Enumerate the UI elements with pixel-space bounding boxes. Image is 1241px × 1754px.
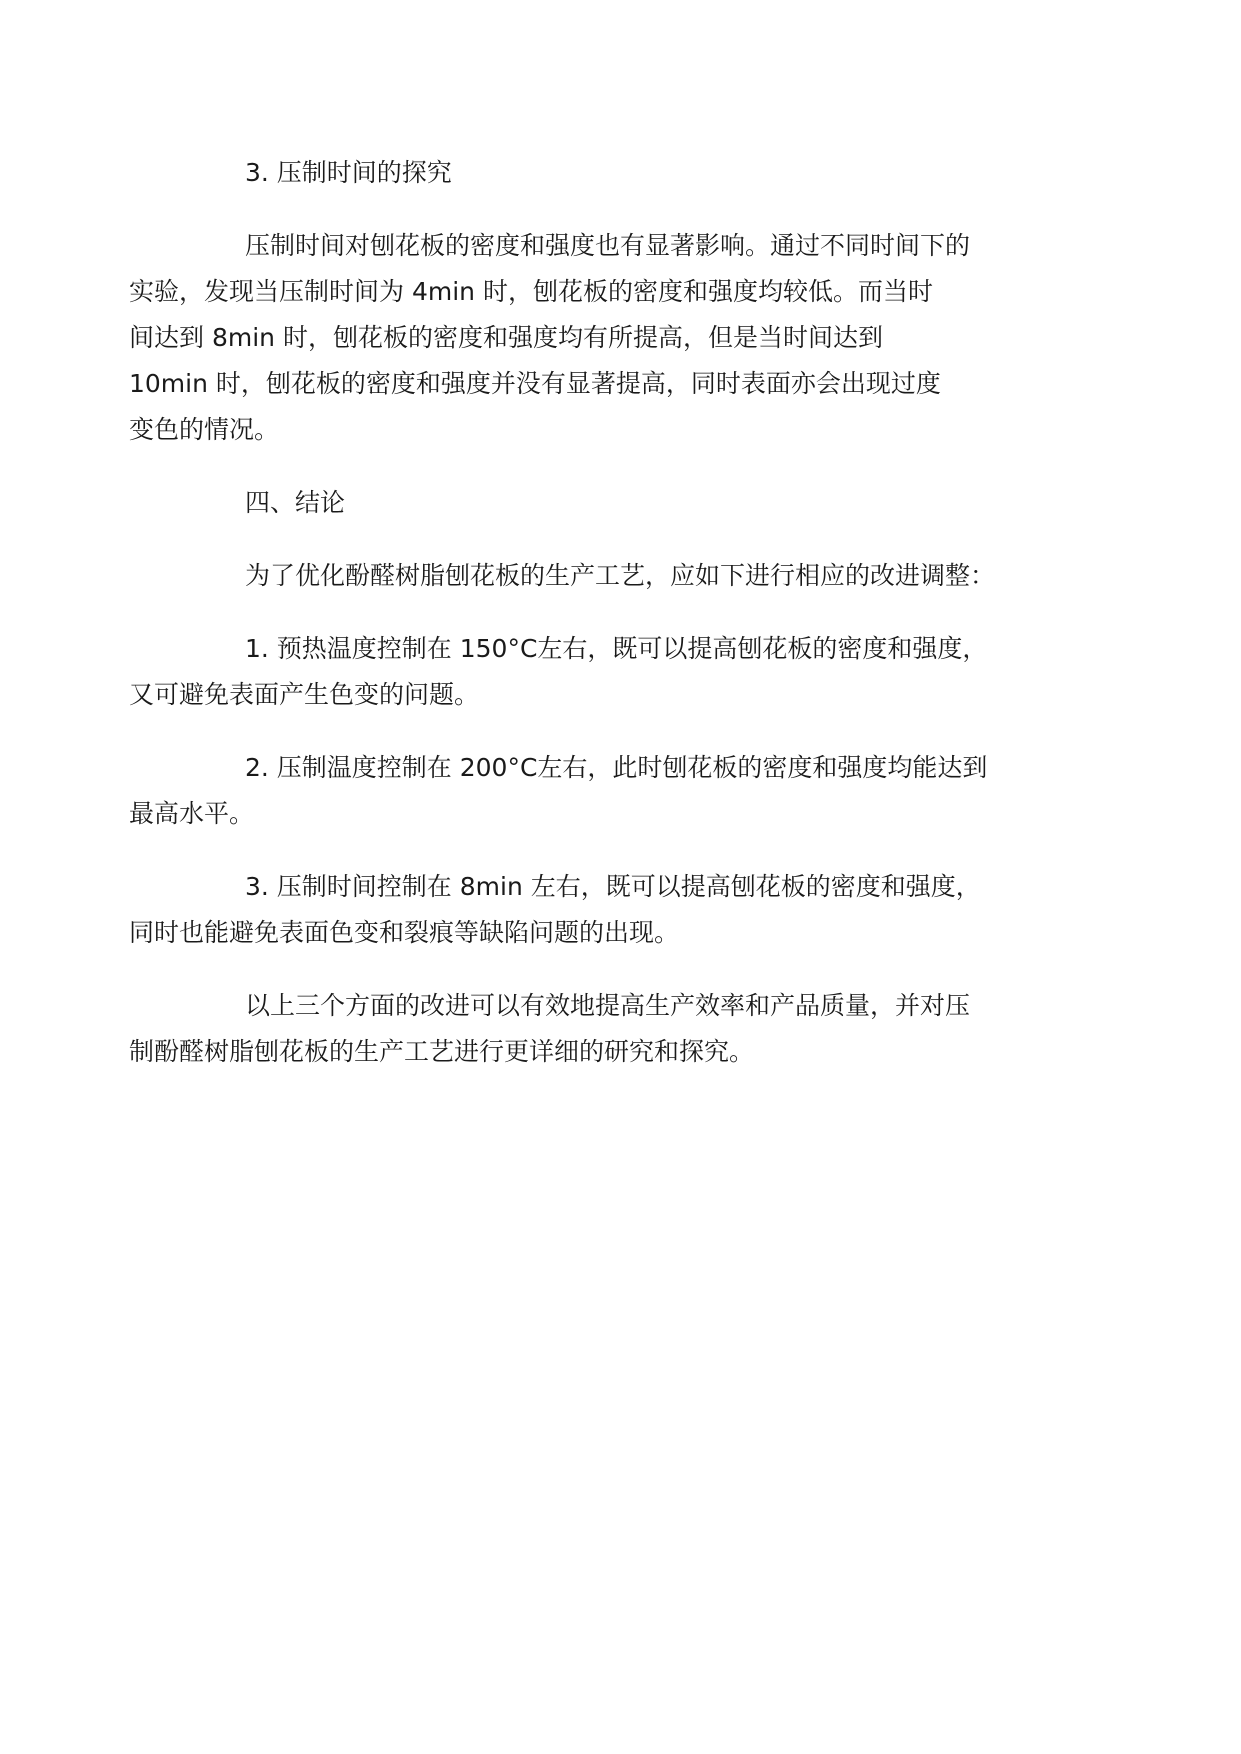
paragraph-line: 以上三个方面的改进可以有效地提高生产效率和产品质量，并对压	[245, 991, 971, 1020]
section-heading-pressing-time	[187, 150, 1067, 196]
paragraph-line: 同时也能避免表面色变和裂痕等缺陷问题的出现。	[129, 918, 680, 947]
paragraph-line: 10min 时，刨花板的密度和强度并没有显著提高，同时表面亦会出现过度	[129, 369, 941, 398]
conclusion-heading-text: 四、结论	[245, 488, 346, 517]
conclusion-item-3	[129, 864, 1067, 956]
paragraph-line: 制酚醛树脂刨花板的生产工艺进行更详细的研究和探究。	[129, 1037, 755, 1066]
closing-paragraph	[129, 983, 1067, 1075]
document-body	[129, 150, 1067, 1102]
paragraph-line: 2. 压制温度控制在 200°C左右，此时刨花板的密度和强度均能达到	[245, 753, 988, 782]
paragraph-line: 1. 预热温度控制在 150°C左右，既可以提高刨花板的密度和强度，	[245, 634, 988, 663]
conclusion-item-2	[129, 745, 1067, 837]
paragraph-line: 最高水平。	[129, 799, 255, 828]
paragraph-line: 又可避免表面产生色变的问题。	[129, 680, 480, 709]
paragraph-line: 压制时间对刨花板的密度和强度也有显著影响。通过不同时间下的	[245, 231, 971, 260]
paragraph-line: 间达到 8min 时，刨花板的密度和强度均有所提高，但是当时间达到	[129, 323, 883, 352]
conclusion-item-1	[129, 626, 1067, 718]
paragraph-line: 3. 压制时间控制在 8min 左右，既可以提高刨花板的密度和强度，	[245, 872, 981, 901]
paragraph-line: 变色的情况。	[129, 415, 280, 444]
conclusion-heading	[187, 480, 1067, 526]
paragraph-line: 实验，发现当压制时间为 4min 时，刨花板的密度和强度均较低。而当时	[129, 277, 933, 306]
conclusion-intro	[187, 553, 1067, 599]
paragraph-pressing-time	[129, 223, 1067, 453]
section-heading-text: 3. 压制时间的探究	[245, 158, 452, 187]
paragraph-line: 为了优化酚醛树脂刨花板的生产工艺，应如下进行相应的改进调整：	[245, 561, 996, 590]
